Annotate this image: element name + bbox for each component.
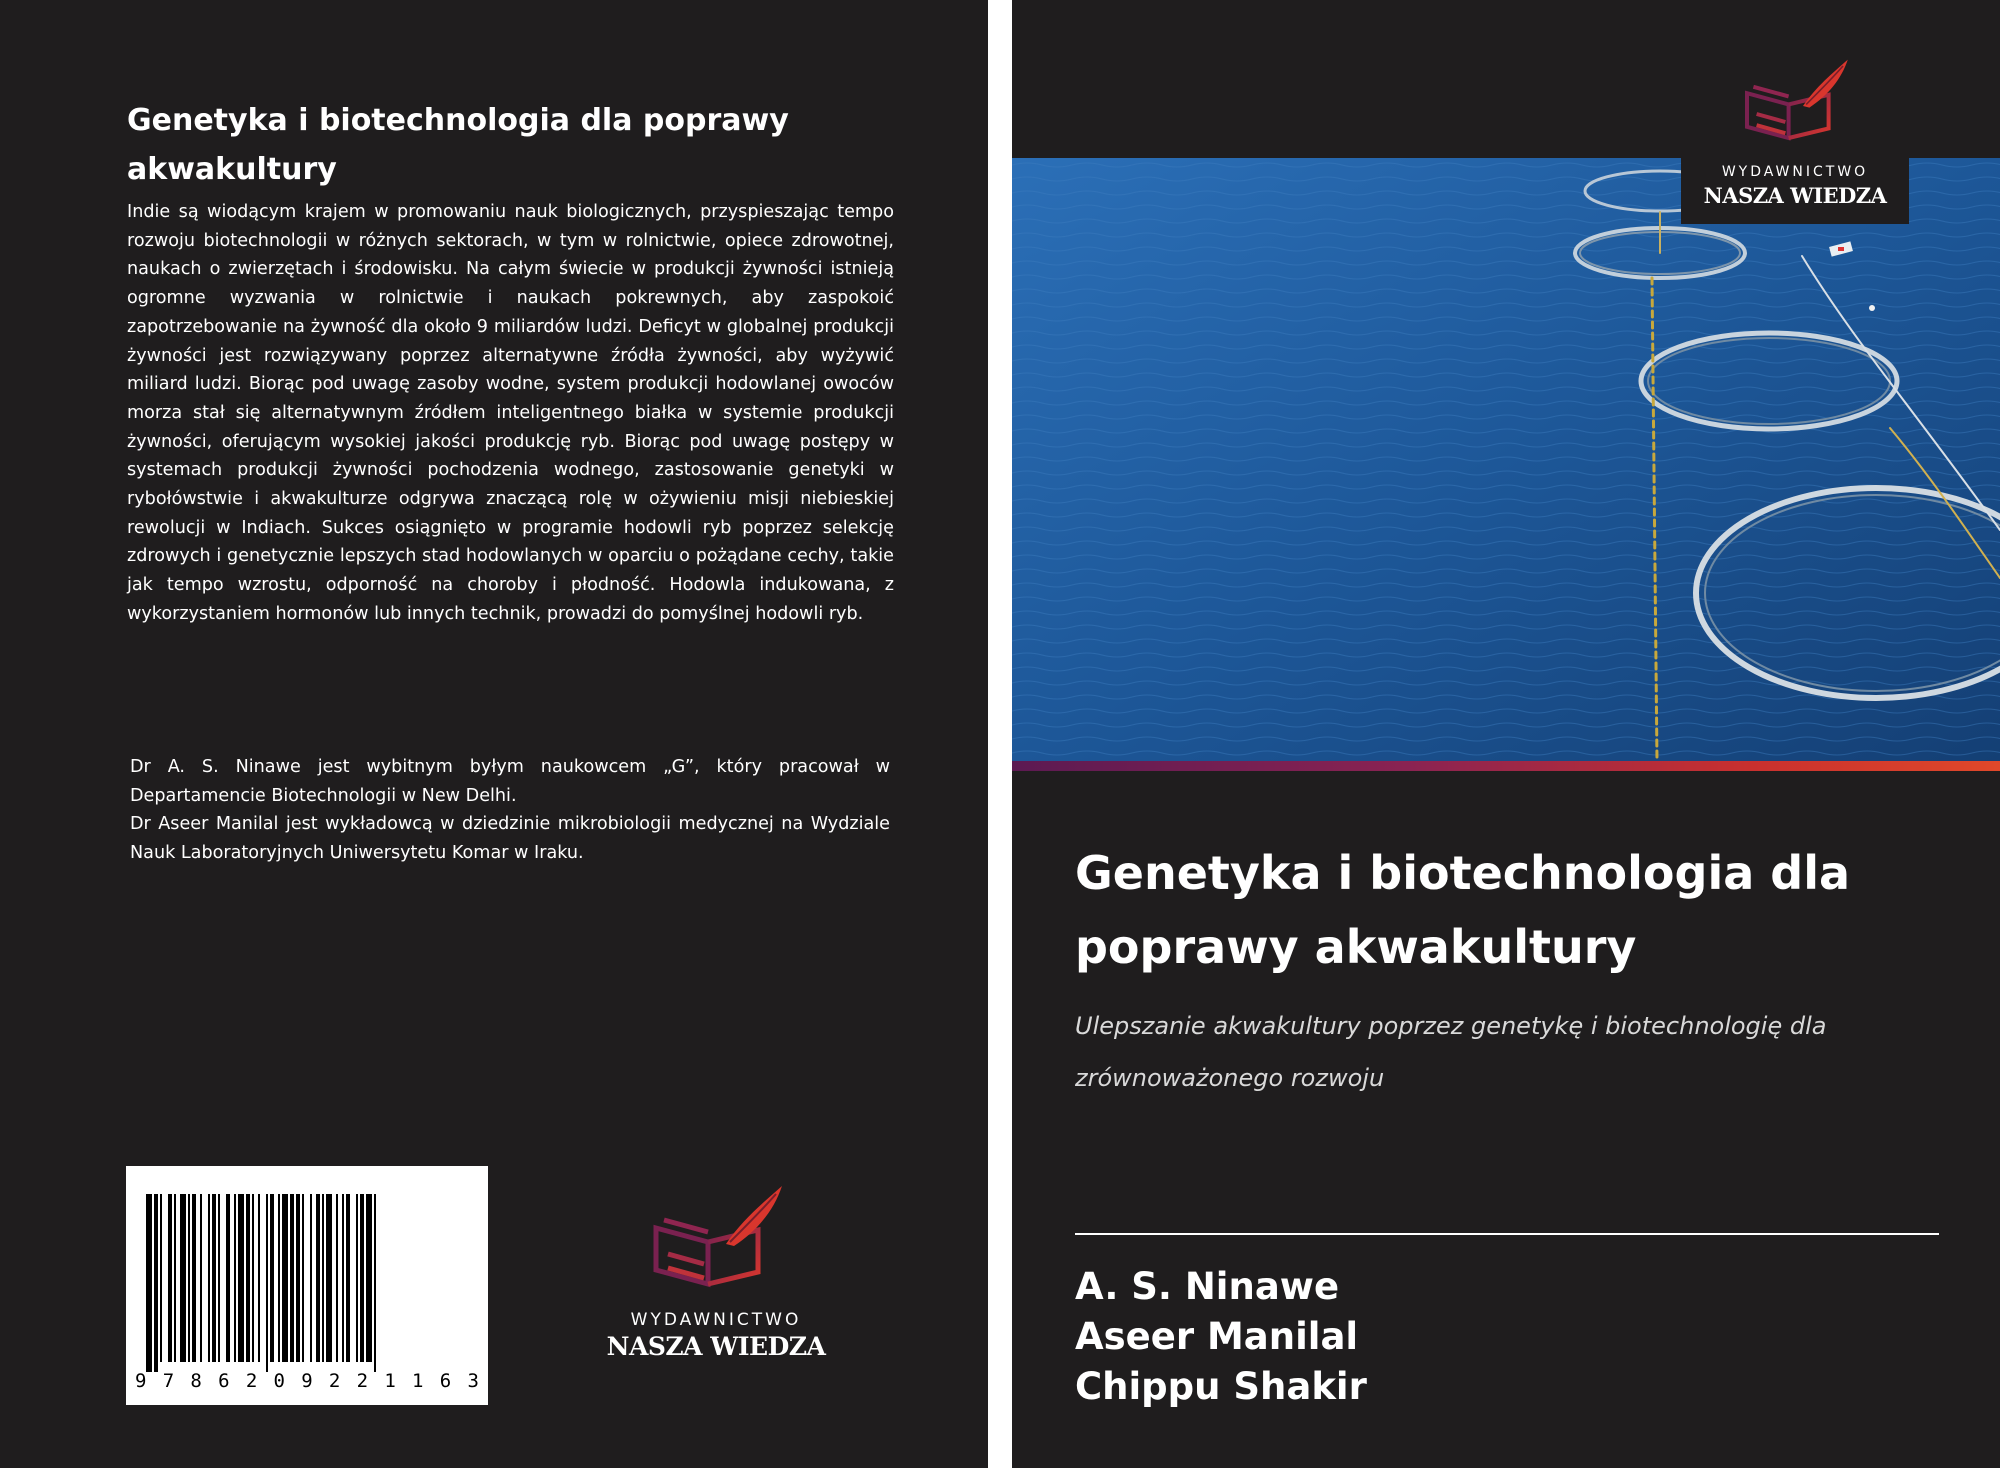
barcode-bar (296, 1194, 300, 1362)
author-list (1075, 1262, 1875, 1412)
barcode-bar (238, 1194, 244, 1362)
barcode-bar (168, 1194, 172, 1362)
author-bio-ninawe: Dr A. S. Ninawe jest wybitnym byłym naukowcem „G”, który pracował w Departamencie Biotechnologii w New Delhi. (130, 757, 890, 806)
barcode-digits (131, 1370, 483, 1392)
barcode-bar (282, 1194, 288, 1362)
front-cover-title: Genetyka i biotechnologia dla poprawy akwakultury (1075, 846, 1851, 974)
accent-gradient-bar (1012, 761, 2000, 771)
barcode-bar (336, 1194, 338, 1362)
barcode-bar (310, 1194, 312, 1362)
barcode-bar (258, 1194, 260, 1362)
isbn-barcode (126, 1166, 488, 1405)
barcode-digit: 9 (301, 1370, 313, 1392)
barcode-bar (188, 1194, 190, 1362)
barcode-bar (146, 1194, 152, 1372)
author-name: Chippu Shakir (1075, 1365, 1367, 1408)
barcode-bar (322, 1194, 324, 1362)
barcode-bar (366, 1194, 372, 1362)
author-bios (130, 753, 890, 868)
barcode-bar (218, 1194, 220, 1362)
barcode-bar (246, 1194, 250, 1362)
author-name: A. S. Ninawe (1075, 1265, 1340, 1308)
publisher-name-small: WYDAWNICTWO (1721, 164, 1869, 180)
aerial-fish-farm-cages-photo (1012, 158, 2000, 761)
barcode-bar (226, 1194, 230, 1362)
author-bio-manilal: Dr Aseer Manilal jest wykładowcą w dziedzinie mikrobiologii medycznej na Wydziale Nauk Laboratoryjnych Uniwersytetu Komar w Iraku. (130, 814, 890, 864)
spine-gap (988, 0, 1012, 1468)
barcode-digit: 0 (273, 1370, 285, 1392)
barcode-bar (356, 1194, 358, 1362)
barcode-bar (180, 1194, 186, 1362)
barcode-bar (316, 1194, 320, 1362)
divider-line (1075, 1233, 1939, 1235)
book-quill-logo-icon (1739, 52, 1851, 152)
barcode-digit: 7 (162, 1370, 175, 1392)
barcode-digit: 1 (384, 1370, 396, 1392)
barcode-bar (160, 1194, 162, 1362)
barcode-bar (192, 1194, 196, 1362)
book-quill-logo-icon (646, 1180, 786, 1298)
barcode-digit: 9 (135, 1370, 147, 1392)
barcode-bar (290, 1194, 294, 1362)
barcode-bar (360, 1194, 364, 1362)
barcode-bar (326, 1194, 332, 1362)
barcode-digit: 2 (328, 1370, 341, 1392)
barcode-digit: 3 (467, 1370, 479, 1392)
barcode-bar (208, 1194, 210, 1362)
barcode-digit: 6 (439, 1370, 452, 1392)
barcode-bar (374, 1194, 376, 1372)
barcode-bar (302, 1194, 304, 1362)
barcode-bar (234, 1194, 236, 1362)
author-name: Aseer Manilal (1075, 1315, 1359, 1358)
barcode-digit: 1 (412, 1370, 424, 1392)
barcode-bar (212, 1194, 216, 1362)
front-cover-subtitle: Ulepszanie akwakultury poprzez genetykę i biotechnologię dla zrównoważonego rozwoju (1075, 1012, 1827, 1092)
barcode-bar (154, 1194, 158, 1372)
publisher-logo-front (1681, 52, 1909, 224)
barcode-digit: 6 (218, 1370, 230, 1392)
publisher-logo-back (590, 1180, 842, 1366)
barcode-bar (278, 1194, 280, 1362)
barcode-bar (270, 1194, 274, 1362)
barcode-bar (174, 1194, 176, 1362)
back-cover-blurb: Indie są wiodącym krajem w promowaniu nauk biologicznych, przyspieszając tempo rozwoju biotechnologii w różnych sektorach, w tym w rolnictwie, opiece zdrowotnej, naukach o zwierzętach i środowisku. Na całym świecie w produkcji żywności istnieją ogromne wyzwania w rolnictwie i naukach pokrewnych, aby zaspokoić zapotrzebowanie na żywność dla około 9 miliardów ludzi. Deficyt w globalnej produkcji żywności jest rozwiązywany poprzez alternatywne źródła żywności, aby wyżywić miliard ludzi. Biorąc pod uwagę zasoby wodne, system produkcji hodowlanej owoców morza stał się alternatywnym źródłem inteligentnego białka w systemie produkcji żywności, oferującym wysokiej jakości produkcję ryb. Biorąc pod uwagę postępy w systemach produkcji żywności pochodzenia wodnego, zastosowanie genetyki w rybołówstwie i akwakulturze odgrywa znaczącą rolę w ożywieniu misji niebieskiej rewolucji w Indiach. Sukces osiągnięto w programie hodowli ryb poprzez selekcję zdrowych i genetycznie lepszych stad hodowlanych w oparciu o pożądane cechy, takie jak tempo wzrostu, odporność na choroby i płodność. Hodowla indukowana, z wykorzystaniem hormonów lub innych technik, prowadzi do pomyślnej hodowli ryb. (127, 202, 894, 624)
barcode-bar (200, 1194, 202, 1362)
barcode-digit: 2 (356, 1370, 369, 1392)
publisher-name-big: NASZA WIEDZA (1703, 183, 1887, 208)
publisher-name-big: NASZA WIEDZA (606, 1332, 826, 1361)
publisher-name-small: WYDAWNICTWO (630, 1310, 802, 1330)
barcode-bar (266, 1194, 268, 1372)
barcode-digit: 8 (190, 1370, 202, 1392)
back-cover-title: Genetyka i biotechnologia dla poprawy akwakultury (127, 103, 789, 187)
barcode-bar (346, 1194, 350, 1362)
barcode-bar (342, 1194, 344, 1362)
barcode-bar (252, 1194, 254, 1362)
barcode-digit: 2 (245, 1370, 258, 1392)
